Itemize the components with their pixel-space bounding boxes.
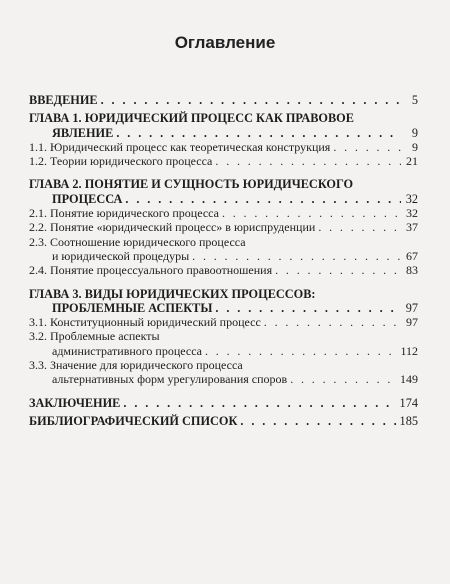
toc-entry-title: БИБЛИОГРАФИЧЕСКИЙ СПИСОК (29, 413, 238, 428)
page-number: 185 (399, 413, 418, 428)
chapter-title-line: ГЛАВА 3. ВИДЫ ЮРИДИЧЕСКИХ ПРОЦЕССОВ: (29, 286, 316, 301)
page-title: Оглавление (174, 33, 276, 52)
page-number: 32 (406, 206, 418, 221)
toc-section-3-2 (29, 329, 418, 358)
toc-section-2-4 (29, 263, 418, 277)
section-title: 3.1. Конституционный юридический процесс (29, 315, 261, 330)
dot-leader (222, 206, 401, 220)
page-number: 67 (406, 248, 418, 263)
page-number: 5 (411, 93, 418, 107)
toc-entry-conclusion (29, 396, 418, 410)
section-title: 2.2. Понятие «юридический процесс» в юриспруденции (29, 220, 316, 235)
toc-chapter-3 (29, 287, 418, 316)
chapter-title-line: ПРОЦЕССА (52, 191, 123, 206)
toc-chapter-2 (29, 177, 418, 206)
toc-section-3-1 (29, 315, 418, 329)
dot-leader (275, 263, 401, 277)
toc-entry-introduction (29, 93, 418, 107)
dot-leader (318, 220, 401, 234)
toc-entry-title: ВВЕДЕНИЕ (29, 93, 98, 107)
dot-leader (264, 315, 401, 329)
page-number: 37 (406, 220, 418, 235)
toc-chapter-1 (29, 111, 418, 140)
page-number: 174 (399, 395, 418, 410)
dot-leader (123, 396, 396, 410)
toc-section-1-1 (29, 140, 418, 154)
dot-leader (215, 301, 401, 315)
section-title: 1.2. Теории юридического процесса (29, 154, 213, 169)
page-number: 32 (405, 191, 418, 206)
section-title-line: 2.3. Соотношение юридического процесса (29, 234, 246, 249)
section-title-line: альтернативных форм урегулирования споров (52, 372, 288, 387)
dot-leader (240, 414, 396, 428)
page-number: 112 (400, 343, 418, 358)
toc-section-2-2 (29, 220, 418, 234)
dot-leader (101, 93, 401, 107)
dot-leader (290, 372, 397, 386)
section-title-line: и юридической процедуры (52, 248, 190, 263)
dot-leader (333, 140, 401, 154)
page-number: 149 (400, 372, 418, 387)
page-number: 97 (406, 315, 418, 330)
table-of-contents (29, 93, 418, 428)
section-title: 1.1. Юридический процесс как теоретическая конструкция (29, 139, 331, 154)
page-number: 83 (406, 263, 418, 278)
section-title-line: административного процесса (52, 343, 202, 358)
toc-section-2-1 (29, 206, 418, 220)
toc-entry-title: ЗАКЛЮЧЕНИЕ (29, 395, 121, 410)
toc-section-2-3 (29, 235, 418, 264)
dot-leader (215, 154, 401, 168)
dot-leader (192, 249, 401, 263)
page-number: 97 (405, 300, 418, 315)
section-title-line: 3.3. Значение для юридического процесса (29, 358, 243, 373)
dot-leader (125, 192, 401, 206)
section-title: 2.4. Понятие процессуального правоотношения (29, 263, 273, 278)
page-number: 21 (406, 154, 418, 169)
toc-section-1-2 (29, 154, 418, 168)
chapter-title-line: ПРОБЛЕМНЫЕ АСПЕКТЫ (52, 300, 213, 315)
page-number: 9 (412, 139, 418, 154)
section-title-line: 3.2. Проблемные аспекты (29, 329, 160, 344)
chapter-title-line: ГЛАВА 1. ЮРИДИЧЕСКИЙ ПРОЦЕСС КАК ПРАВОВОЕ (29, 111, 354, 126)
page-number: 9 (411, 125, 418, 140)
toc-entry-bibliography (29, 414, 418, 428)
dot-leader (116, 126, 401, 140)
chapter-title-line: ГЛАВА 2. ПОНЯТИЕ И СУЩНОСТЬ ЮРИДИЧЕСКОГО (29, 177, 354, 192)
chapter-title-line: ЯВЛЕНИЕ (52, 125, 114, 140)
dot-leader (205, 344, 397, 358)
toc-section-3-3 (29, 358, 418, 387)
section-title: 2.1. Понятие юридического процесса (29, 206, 219, 221)
